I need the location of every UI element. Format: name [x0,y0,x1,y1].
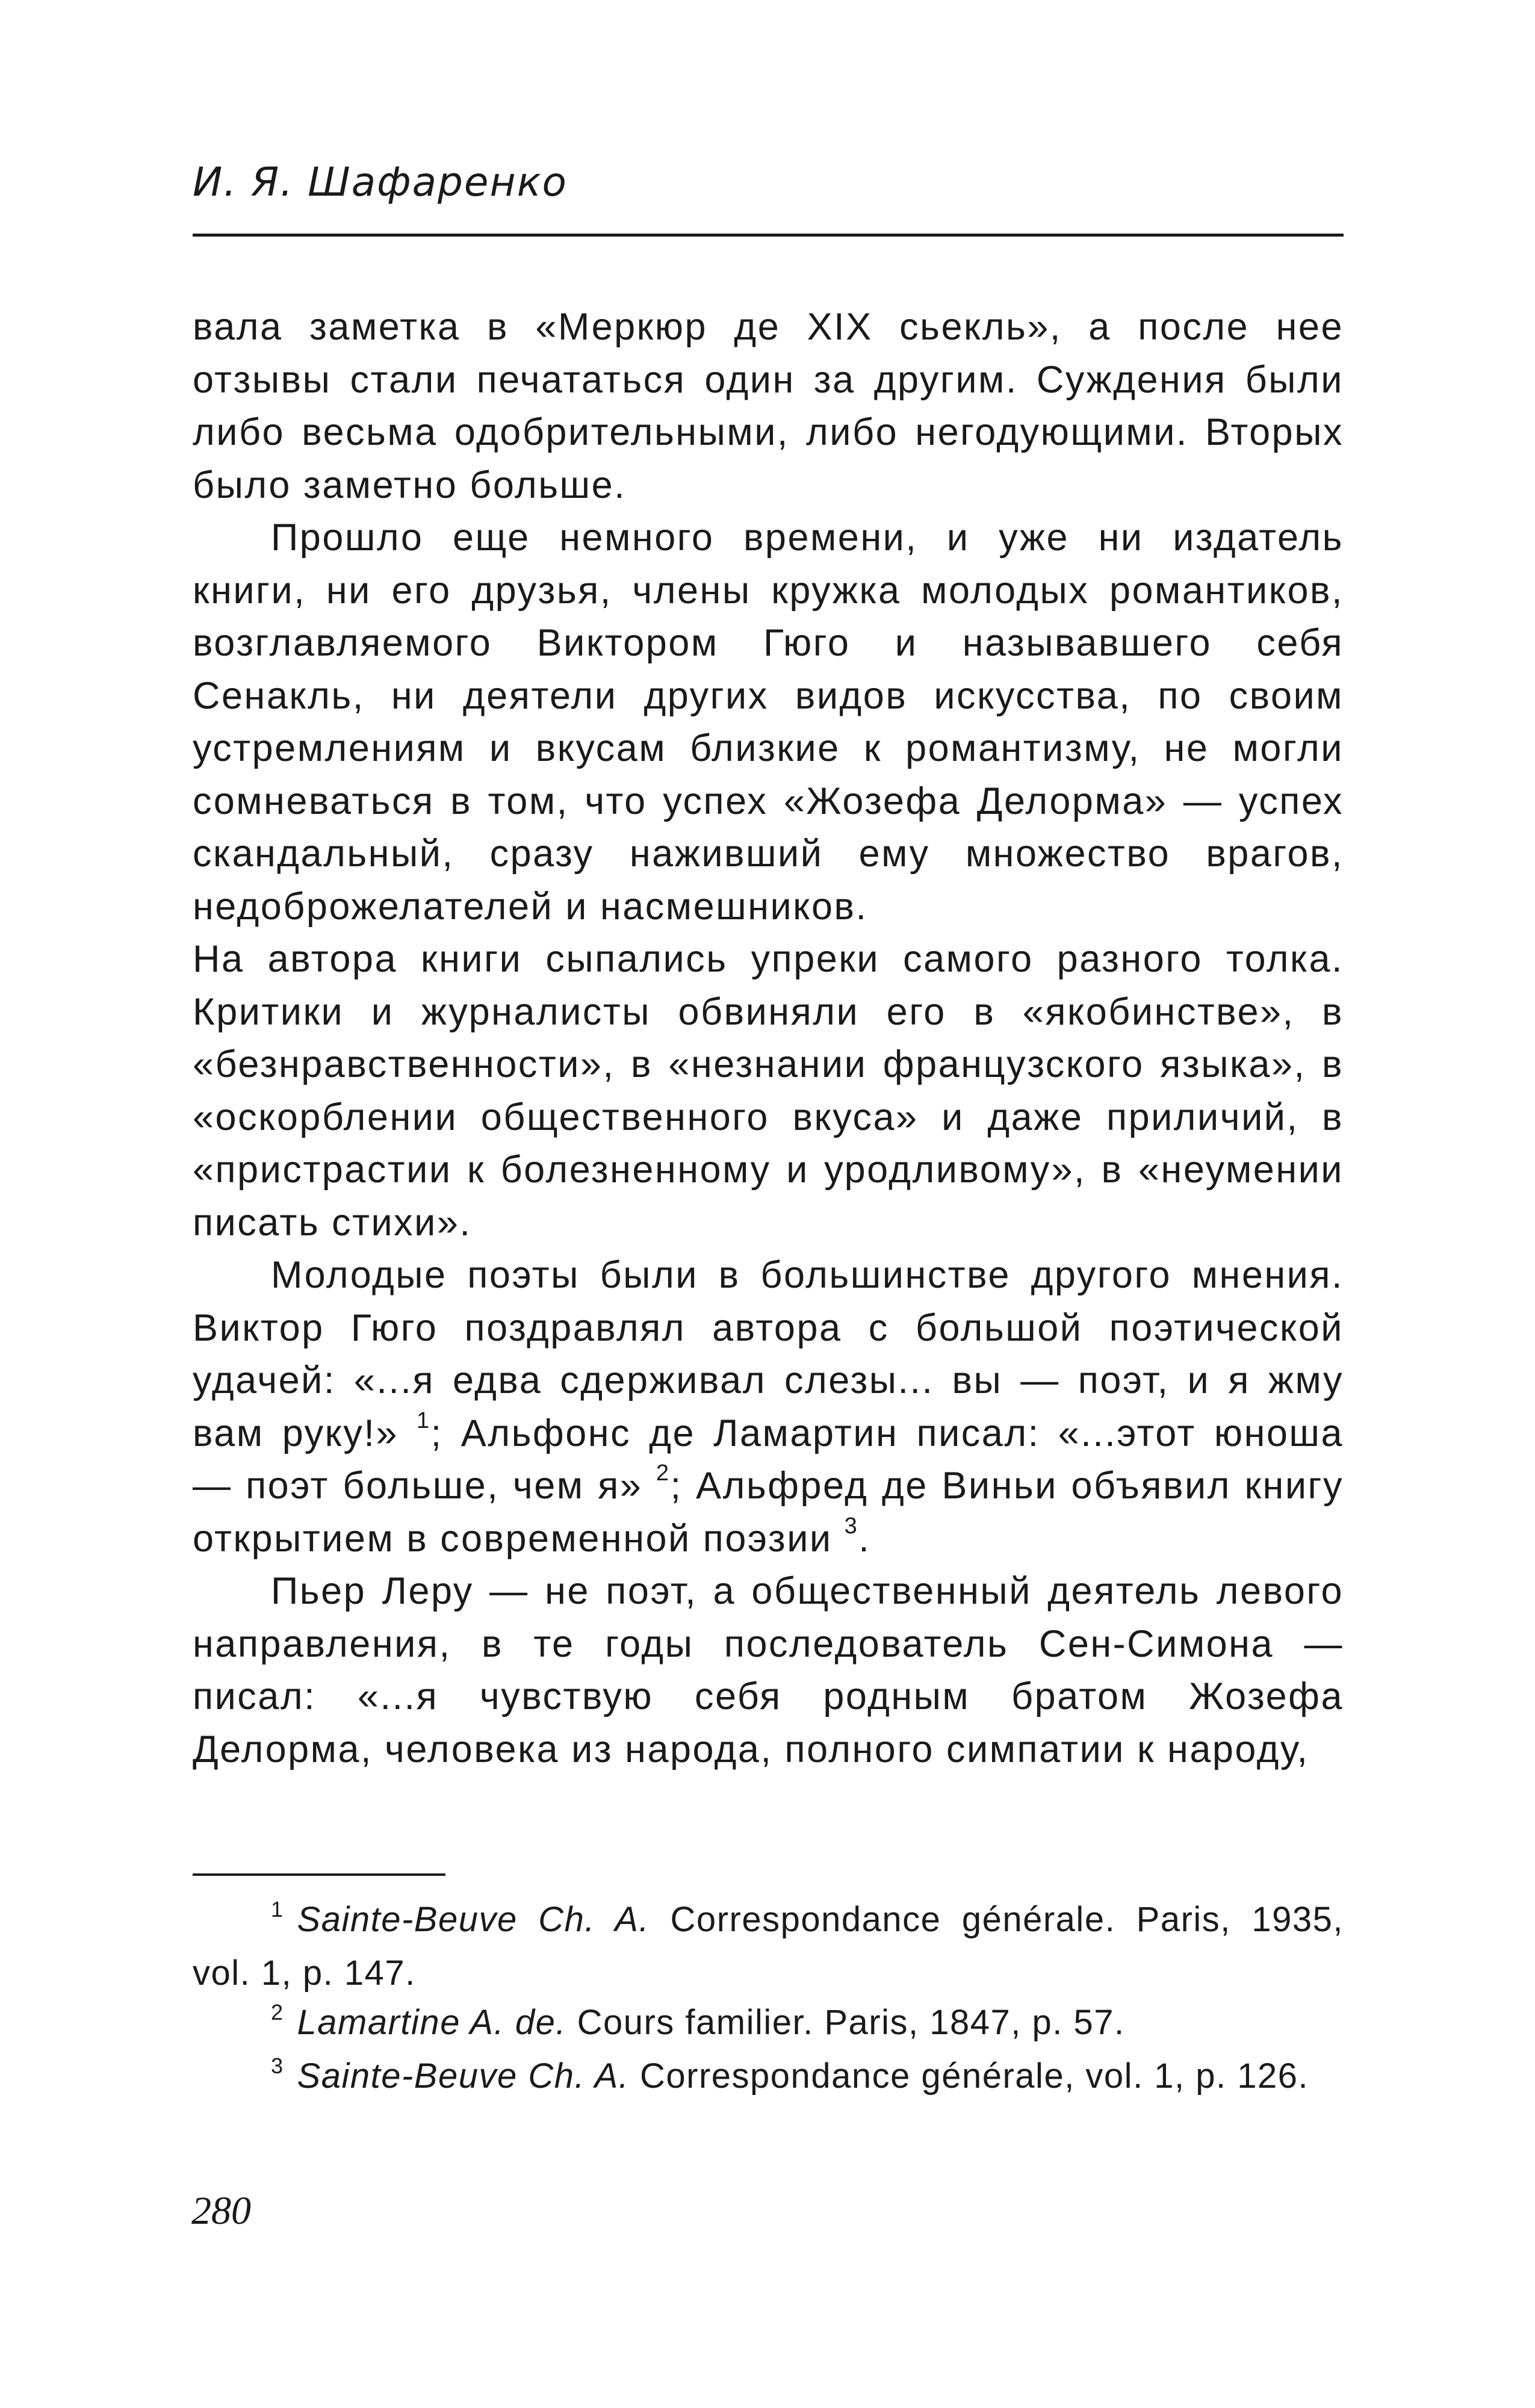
footnote-author: Lamartine A. de. [297,2003,566,2042]
paragraph-4 [193,1249,1344,1565]
footnote-text: Cours familier. Paris, 1847, p. 57. [577,2003,1125,2042]
paragraph-4-text-b: ; Альфонс де Ламартин писал: «...этот юноша — поэт больше, чем я» [193,1412,1344,1507]
footnote-text: Correspondance générale. Paris, 1935, vol. 1, p. 147. [193,1900,1344,1993]
footnote-2 [193,1998,1344,2052]
footnote-author: Sainte-Beuve Ch. A. [297,2056,630,2096]
paragraph-4-text-c: ; Альфред де Виньи объявил книгу открытием в современной поэзии [193,1465,1344,1560]
footnote-number: 3 [271,2053,284,2078]
page-number: 280 [191,2189,251,2233]
footnote-text: Correspondance générale, vol. 1, p. 126. [640,2056,1309,2096]
paragraph-1: вала заметка в «Меркюр де XIX сьекль», а после нее отзывы стали печататься один за другим. Суждения были либо весьма одобрительными, либо негодующими. Вторых было заметно больше. [193,306,1344,506]
paragraph-5: Пьер Леру — не поэт, а общественный деятель левого направления, в те годы последователь Сен-Симона — писал: «...я чувствую себя родным братом Жозефа Делорма, человека из народа, полного симпатии к народу, [193,1570,1344,1770]
footnote-number: 1 [271,1897,284,1922]
footnote-ref-1: 1 [417,1407,431,1433]
footnote-rule [193,1873,445,1876]
paragraph-4-text-a: Молодые поэты были в большинстве другого мнения. Виктор Гюго поздравлял автора с большой поэтической удачей: «...я едва сдерживал слезы... вы — поэт, и я жму вам руку!» [193,1254,1344,1454]
footnote-3 [193,2052,1344,2105]
footnote-author: Sainte-Beuve Ch. A. [297,1900,650,1939]
footnote-number: 2 [271,2000,284,2025]
footnotes [193,1895,1344,2105]
paragraph-4-text-d: . [858,1517,871,1560]
running-title: И. Я. Шафаренко [193,159,568,205]
footnote-ref-2: 2 [656,1460,671,1486]
main-text [193,301,1344,1776]
footnote-ref-3: 3 [844,1513,859,1539]
paragraph-2: Прошло еще немного времени, и уже ни издатель книги, ни его друзья, члены кружка молодых романтиков, возглавляемого Виктором Гюго и называвшего себя Сенакль, ни деятели других видов искусства, по своим устремлениям и вкусам близкие к романтизму, не могли сомневаться в том, что успех «Жозефа Делорма» — успех скандальный, сразу наживший ему множество врагов, недоброжелателей и насмешников. [193,517,1344,928]
footnote-1 [193,1895,1344,1998]
header-rule [193,234,1344,237]
paragraph-3: На автора книги сыпались упреки самого разного толка. Критики и журналисты обвиняли его в «якобинстве», в «безнравственности», в «незнании французского языка», в «оскорблении общественного вкуса» и даже приличий, в «пристрастии к болезненному и уродливому», в «неумении писать стихи». [193,938,1344,1244]
